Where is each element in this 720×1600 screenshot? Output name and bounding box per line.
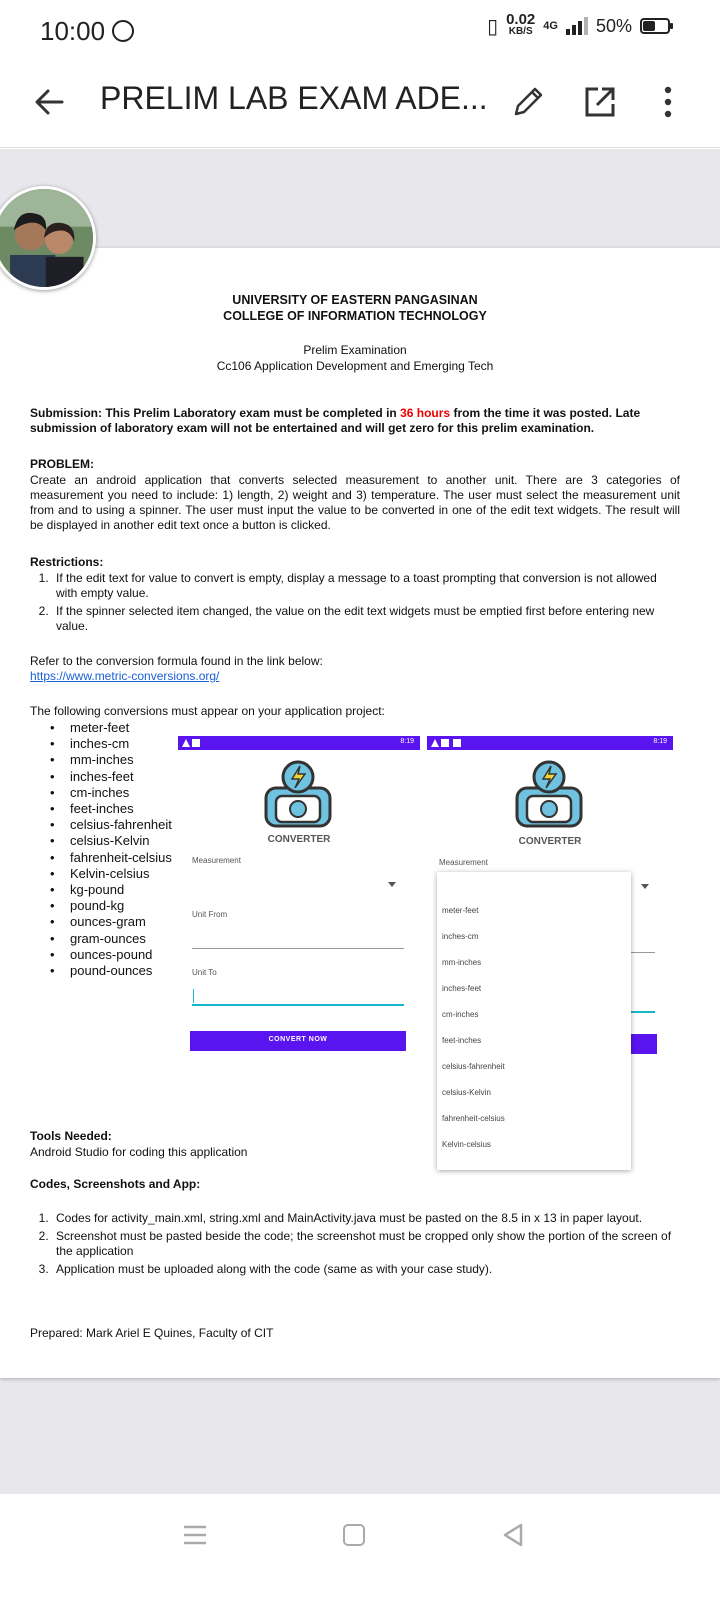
course-name: Cc106 Application Development and Emerging Tech xyxy=(216,359,494,373)
dropdown-item[interactable]: inches-cm xyxy=(442,932,479,941)
tools-heading: Tools Needed: xyxy=(30,1129,112,1143)
submission-text: Submission: This Prelim Laboratory exam must be completed in 36 hours from the time it was posted. Late submission of laboratory exam will not be entertained and will get zero for this prelim examination. xyxy=(30,406,641,435)
restriction-item: 1. If the edit text for value to convert is empty, display a message to a toast prompting that conversion is not allowed with empty value. xyxy=(52,571,680,601)
list-item: • Kelvin-celsius xyxy=(30,866,210,882)
list-item: • meter-feet xyxy=(30,720,210,736)
measurement-label: Measurement xyxy=(439,858,488,867)
tools-text: Android Studio for coding this application xyxy=(30,1145,248,1159)
converter-logo-icon xyxy=(258,758,338,830)
convert-now-button[interactable] xyxy=(631,1034,657,1054)
exam-info xyxy=(30,342,680,374)
status-time: 10:00 xyxy=(40,16,106,46)
pencil-icon[interactable] xyxy=(508,82,548,122)
list-item: • ounces-pound xyxy=(30,947,210,963)
dropdown-item[interactable]: feet-inches xyxy=(442,1036,482,1045)
text-cursor xyxy=(193,989,194,1003)
unit-from-input[interactable] xyxy=(631,952,655,953)
app-screenshot-dropdown xyxy=(427,736,673,1170)
submission-hours: 36 hours xyxy=(400,406,451,420)
app-time: 8:19 xyxy=(653,738,667,745)
status-bar xyxy=(0,0,720,60)
dropdown-item[interactable]: celsius-fahrenheit xyxy=(442,1062,505,1071)
restriction-item: 2. If the spinner selected item changed, the value on the edit text widgets must be emptied first before entering new value. xyxy=(52,604,680,634)
speed-unit: KB/S xyxy=(508,26,533,37)
speed-value: 0.02 xyxy=(506,11,536,28)
exam-name: Prelim Examination xyxy=(303,343,407,357)
warning-icon xyxy=(431,739,439,747)
list-item: • fahrenheit-celsius xyxy=(30,850,210,866)
toolbar xyxy=(0,60,720,148)
refer-text: Refer to the conversion formula found in the link below: xyxy=(30,654,323,668)
signal-icon xyxy=(566,17,588,35)
dropdown-item[interactable]: mm-inches xyxy=(442,958,482,967)
back-triangle-icon[interactable] xyxy=(500,1522,526,1548)
document-viewer[interactable] xyxy=(0,149,720,1494)
arrow-left-icon[interactable] xyxy=(28,80,72,124)
dropdown-item[interactable]: Kelvin-celsius xyxy=(442,1140,491,1149)
doc-header xyxy=(30,292,680,324)
list-item: • inches-feet xyxy=(30,769,210,785)
list-item: • cm-inches xyxy=(30,785,210,801)
warning-icon xyxy=(182,739,190,747)
messenger-icon xyxy=(112,20,134,42)
codes-list xyxy=(30,1211,680,1277)
measurement-dropdown[interactable] xyxy=(437,872,631,1170)
unit-to-label: Unit To xyxy=(192,968,217,977)
dropdown-item[interactable]: fahrenheit-celsius xyxy=(442,1114,505,1123)
measurement-label: Measurement xyxy=(192,856,241,865)
list-item: • ounces-gram xyxy=(30,914,210,930)
conversion-link[interactable]: https://www.metric-conversions.org/ xyxy=(30,669,220,683)
notification-icon xyxy=(453,739,461,747)
app-status-bar xyxy=(178,736,420,750)
dropdown-arrow-icon[interactable] xyxy=(641,884,649,889)
list-item: • feet-inches xyxy=(30,801,210,817)
list-item: • pound-kg xyxy=(30,898,210,914)
dropdown-item[interactable]: meter-feet xyxy=(442,906,479,915)
restrictions-list xyxy=(30,571,680,634)
battery-icon xyxy=(640,18,670,34)
list-item: • kg-pound xyxy=(30,882,210,898)
restrictions-heading: Restrictions: xyxy=(30,555,104,569)
convert-now-button[interactable]: CONVERT NOW xyxy=(190,1031,406,1051)
document-title: PRELIM LAB EXAM ADE... xyxy=(100,80,488,116)
converter-caption: CONVERTER xyxy=(267,834,331,845)
college-name: COLLEGE OF INFORMATION TECHNOLOGY xyxy=(223,309,487,323)
converter-caption: CONVERTER xyxy=(518,836,582,847)
list-item: • mm-inches xyxy=(30,752,210,768)
prepared-by: Prepared: Mark Ariel E Quines, Faculty of CIT xyxy=(30,1326,274,1340)
network-speed xyxy=(506,11,536,38)
codes-item: 3. Application must be uploaded along with the code (same as with your case study). xyxy=(52,1262,680,1277)
list-item: • celsius-fahrenheit xyxy=(30,817,210,833)
recent-apps-icon[interactable] xyxy=(182,1524,208,1546)
list-item: • celsius-Kelvin xyxy=(30,833,210,849)
codes-item: 1. Codes for activity_main.xml, string.xml and MainActivity.java must be pasted on the 8.5 in x 13 in paper layout. xyxy=(52,1211,680,1226)
notification-icon xyxy=(192,739,200,747)
vibrate-icon: ▯ xyxy=(487,14,499,38)
dropdown-arrow-icon[interactable] xyxy=(388,882,396,887)
unit-to-input[interactable] xyxy=(631,1011,655,1013)
codes-heading: Codes, Screenshots and App: xyxy=(30,1177,201,1191)
problem-text: Create an android application that converts selected measurement to another unit. There are 3 categories of measurement you need to include: 1) length, 2) weight and 3) temperature. The user must select the measurement unit from and to using a spinner. The user must input the value to be converted in one of the edit text widgets. The result will be displayed in another edit text once a button is clicked. xyxy=(30,473,680,532)
app-time: 8:19 xyxy=(400,738,414,745)
list-item: • inches-cm xyxy=(30,736,210,752)
unit-from-label: Unit From xyxy=(192,910,228,919)
home-icon[interactable] xyxy=(343,1524,365,1546)
document-page xyxy=(0,248,720,1378)
notification-icon xyxy=(441,739,449,747)
unit-to-input[interactable] xyxy=(192,1004,404,1006)
list-item: • pound-ounces xyxy=(30,963,210,979)
network-type: 4G xyxy=(543,20,558,32)
more-vert-icon[interactable] xyxy=(656,82,680,122)
converter-logo-icon xyxy=(509,758,589,830)
battery-percent: 50% xyxy=(595,15,632,36)
app-status-bar xyxy=(427,736,673,750)
open-external-icon[interactable] xyxy=(580,82,620,122)
navigation-bar xyxy=(0,1494,720,1600)
unit-from-input[interactable] xyxy=(192,948,404,949)
codes-item: 2. Screenshot must be pasted beside the code; the screenshot must be cropped only show the portion of the screen of the application xyxy=(52,1229,680,1259)
app-screenshot-main xyxy=(178,736,420,1043)
dropdown-item[interactable]: celsius-Kelvin xyxy=(442,1088,491,1097)
conversions-intro: The following conversions must appear on your application project: xyxy=(30,704,385,718)
status-icons xyxy=(487,11,670,38)
dropdown-item[interactable]: inches-feet xyxy=(442,984,482,993)
list-item: • gram-ounces xyxy=(30,931,210,947)
university-name: UNIVERSITY OF EASTERN PANGASINAN xyxy=(232,293,478,307)
dropdown-item[interactable]: cm-inches xyxy=(442,1010,479,1019)
problem-heading: PROBLEM: xyxy=(30,457,94,471)
